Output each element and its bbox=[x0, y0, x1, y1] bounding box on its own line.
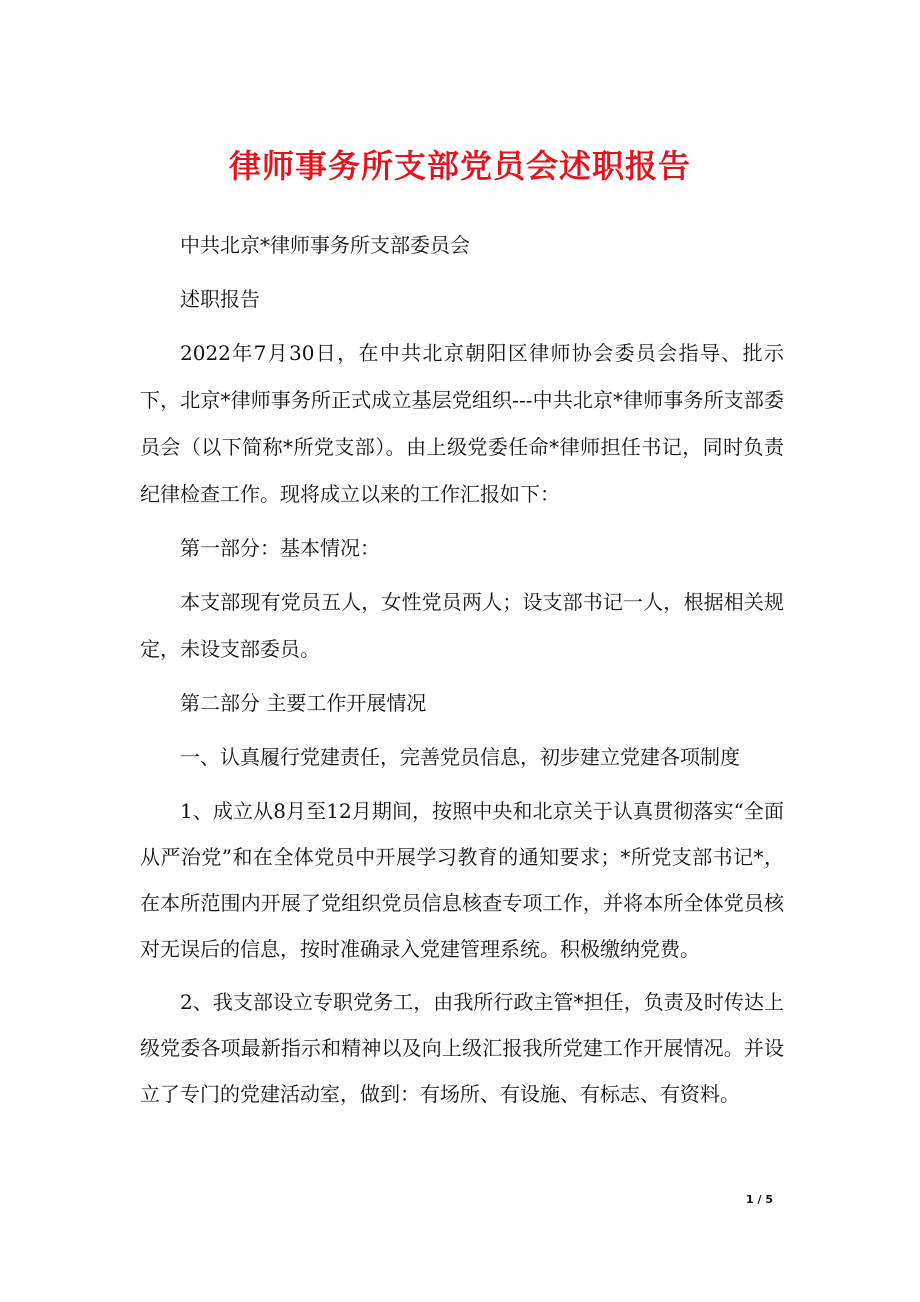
paragraph-item-one: 1、成立从8月至12月期间，按照中央和北京关于认真贯彻落实“全面从严治党”和在全体党员中开展学习教育的通知要求；*所党支部书记*，在本所范围内开展了党组织党员信息核查专项工作，并将本所全体党员核对无误后的信息，按时准确录入党建管理系统。积极缴纳党费。 bbox=[140, 799, 784, 961]
paragraph-report-label: 述职报告 bbox=[180, 287, 260, 311]
heading-section-one: 一、认真履行党建责任，完善党员信息，初步建立党建各项制度 bbox=[180, 745, 740, 769]
paragraph-introduction: 2022年7月30日，在中共北京朝阳区律师协会委员会指导、批示下，北京*律师事务所正式成立基层党组织---中共北京*律师事务所支部委员会（以下简称*所党支部）。由上级党委任命*律师担任书记，同时负责纪律检查工作。现将成立以来的工作汇报如下： bbox=[140, 341, 784, 506]
document-title: 律师事务所支部党员会述职报告 bbox=[228, 147, 691, 185]
paragraph-organization: 中共北京*律师事务所支部委员会 bbox=[180, 233, 470, 257]
heading-part-two: 第二部分 主要工作开展情况 bbox=[180, 691, 427, 715]
paragraph-basic-info: 本支部现有党员五人，女性党员两人；设支部书记一人，根据相关规定，未设支部委员。 bbox=[140, 590, 784, 661]
document-body bbox=[140, 222, 784, 1124]
paragraph-item-two: 2、我支部设立专职党务工，由我所行政主管*担任，负责及时传达上级党委各项最新指示和精神以及向上级汇报我所党建工作开展情况。并设立了专门的党建活动室，做到：有场所、有设施、有标志、有资料。 bbox=[140, 990, 784, 1106]
heading-part-one: 第一部分：基本情况： bbox=[180, 536, 380, 560]
page-number: 1 / 5 bbox=[746, 1193, 773, 1206]
